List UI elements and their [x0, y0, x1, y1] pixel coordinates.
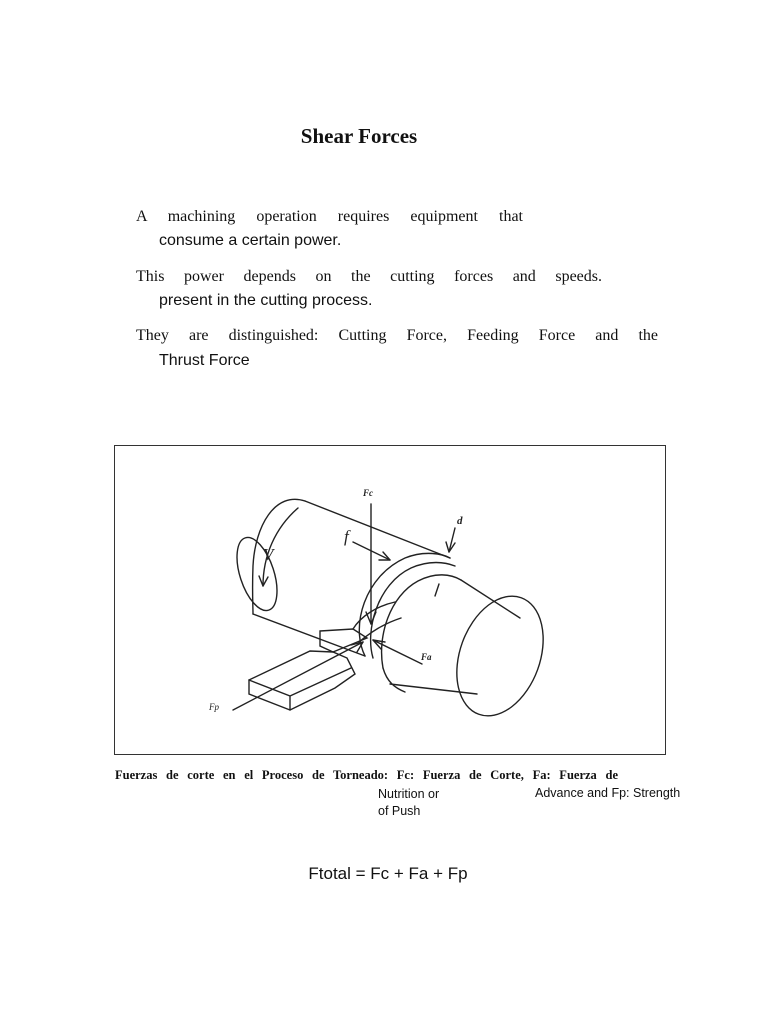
- caption-part-1: Nutrition or: [378, 787, 440, 801]
- paragraph-1-line-1: A machining operation requires equipment that: [136, 208, 523, 225]
- paragraph-2-line-2: present in the cutting process.: [159, 292, 373, 309]
- figure-caption: Fuerzas de corte en el Proceso de Torneado: Fc: Fuerza de Corte, Fa: Fuerza de: [115, 768, 618, 782]
- label-d: d: [457, 515, 463, 527]
- paragraph-3-line-1: They are distinguished: Cutting Force, Feeding Force and the: [136, 327, 658, 344]
- workpiece-end: [253, 499, 305, 614]
- small-cylinder-body: [390, 580, 520, 694]
- groove-ring-2: [371, 563, 455, 659]
- paragraph-3-line-2: Thrust Force: [159, 352, 250, 369]
- paragraph-2-line-1: This power depends on the cutting forces and speeds.: [136, 268, 602, 285]
- turning-diagram: [115, 446, 665, 754]
- turning-diagram-figure: [114, 445, 666, 755]
- label-fc: Fc: [363, 488, 373, 498]
- fa-arrow: [373, 640, 422, 664]
- label-v: V: [263, 545, 274, 564]
- cutting-tool: [249, 651, 355, 710]
- fp-arrow: [233, 642, 363, 710]
- total-force-formula: Ftotal = Fc + Fa + Fp: [308, 864, 468, 883]
- paragraph-1-line-2: consume a certain power.: [159, 232, 342, 249]
- workpiece-face: [229, 533, 285, 616]
- label-f: f: [344, 527, 349, 546]
- caption-part-2: Advance and Fp: Strength: [535, 786, 681, 800]
- label-fp: Fp: [209, 702, 219, 712]
- label-fa: Fa: [421, 652, 432, 662]
- page-title: Shear Forces: [300, 124, 418, 148]
- caption-part-3: of Push: [378, 804, 421, 818]
